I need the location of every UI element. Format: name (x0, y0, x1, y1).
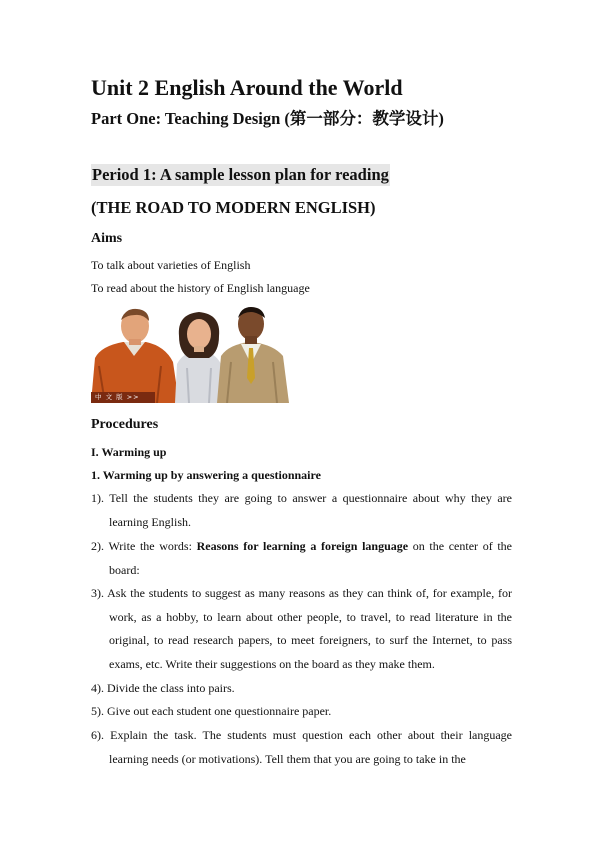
step-number: 6). (91, 728, 104, 742)
chinese-version-label: 中 文 版 >> (91, 392, 155, 403)
subsection-heading: 1. Warming up by answering a questionnaire (91, 468, 321, 482)
step-text: Write the words: (108, 539, 197, 553)
procedure-step (91, 582, 512, 677)
page-subtitle: Part One: Teaching Design (第一部分：教学设计) (91, 109, 444, 128)
procedure-step (91, 724, 512, 771)
step-bold-phrase: Reasons for learning a foreign language (196, 539, 409, 553)
step-text: Explain the task. The students must question each other about their language learning needs (or motivations). Tell them that you are going to take in the (109, 728, 512, 766)
procedures-heading: Procedures (91, 417, 159, 432)
aims-item: To talk about varieties of English (91, 258, 251, 272)
aims-heading: Aims (91, 231, 123, 246)
step-text: Divide the class into pairs. (107, 681, 235, 695)
step-number: 2). (91, 539, 104, 553)
step-number: 3). (91, 586, 104, 600)
aims-item: To read about the history of English language (91, 281, 310, 295)
step-text: Ask the students to suggest as many reasons as they can think of, for example, for work, as a hobby, to learn about other people, to travel, to read literature in the original, to read research papers, to meet foreigners, to surf the Internet, to pass exams, etc. Write their suggestions on the board as they make them. (107, 586, 512, 672)
reading-title: (THE ROAD TO MODERN ENGLISH) (91, 198, 376, 217)
procedure-step (91, 487, 512, 534)
step-number: 4). (91, 681, 104, 695)
step-text: Give out each student one questionnaire paper. (107, 704, 332, 718)
step-number: 1). (91, 491, 104, 505)
teachers-photo (91, 306, 293, 403)
section-heading: I. Warming up (91, 445, 167, 459)
step-text: on the center of the board: (109, 539, 513, 577)
procedure-step (91, 677, 512, 701)
procedure-step (91, 535, 512, 582)
step-number: 5). (91, 704, 104, 718)
step-text: Tell the students they are going to answer a questionnaire about why they are learning English. (109, 491, 512, 529)
three-people-illustration (91, 306, 293, 403)
page-title: Unit 2 English Around the World (91, 75, 403, 100)
period-heading: Period 1: A sample lesson plan for reading (92, 165, 389, 184)
procedure-step (91, 700, 512, 724)
